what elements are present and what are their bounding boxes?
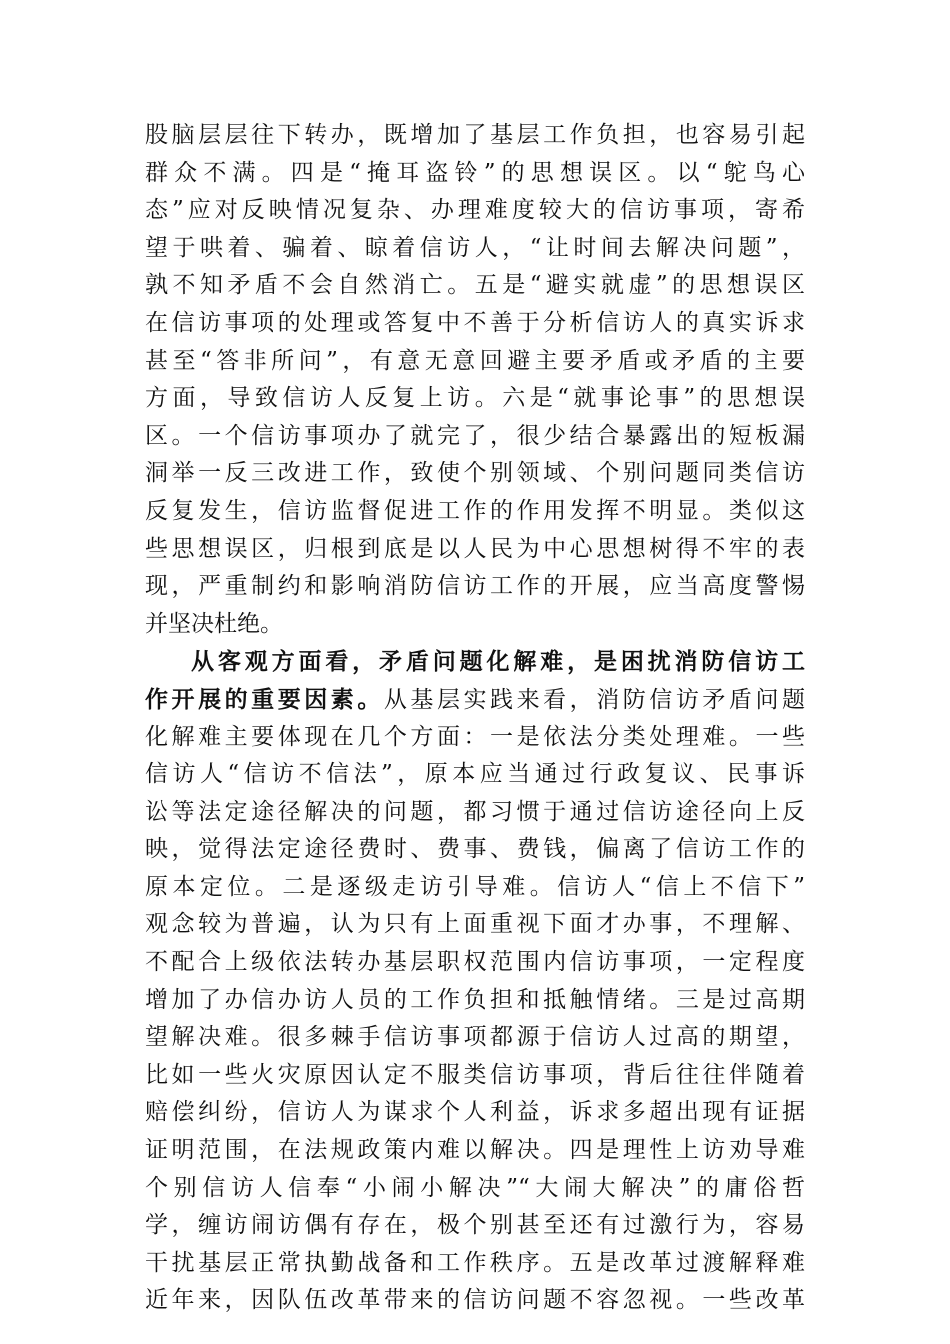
text-line: 不配合上级依法转办基层职权范围内信访事项，一定程度 [145, 949, 805, 976]
text-line: 学，缠访闹访偶有存在，极个别甚至还有过激行为，容易 [145, 1212, 805, 1239]
body-text [145, 117, 805, 1320]
text-line: 证明范围，在法规政策内难以解决。四是理性上访劝导难 [145, 1137, 805, 1164]
text-line [145, 681, 805, 719]
text-line: 化解难主要体现在几个方面：一是依法分类处理难。一些 [145, 723, 805, 750]
text-line: 在信访事项的处理或答复中不善于分析信访人的真实诉求 [145, 309, 805, 336]
text-line: 讼等法定途径解决的问题，都习惯于通过信访途径向上反 [145, 798, 805, 825]
text-line: 比如一些火灾原因认定不服类信访事项，背后往往伴随着 [145, 1061, 805, 1088]
text-line: 态”应对反映情况复杂、办理难度较大的信访事项，寄希 [145, 197, 805, 224]
text-line: 近年来，因队伍改革带来的信访问题不容忽视。一些改革 [145, 1287, 805, 1314]
text-line: 孰不知矛盾不会自然消亡。五是“避实就虚”的思想误区 [145, 272, 805, 299]
text-line: 甚至“答非所问”，有意无意回避主要矛盾或矛盾的主要 [145, 347, 805, 374]
bold-lead-text: 作开展的重要因素。 [145, 685, 384, 713]
text-line: 反复发生，信访监督促进工作的作用发挥不明显。类似这 [145, 497, 805, 524]
text-line: 股脑层层往下转办，既增加了基层工作负担，也容易引起 [145, 122, 805, 148]
text-line: 干扰基层正常执勤战备和工作秩序。五是改革过渡解释难 [145, 1249, 805, 1276]
text-line: 望于哄着、骗着、晾着信访人，“让时间去解决问题”， [145, 234, 805, 261]
text-line: 映，觉得法定途径费时、费事、费钱，偏离了信访工作的 [145, 836, 805, 863]
bold-lead-text: 从客观方面看，矛盾问题化解难，是困扰消防信访工 [191, 648, 805, 676]
text-line: 区。一个信访事项办了就完了，很少结合暴露出的短板漏 [145, 422, 805, 449]
text-run: 从基层实践来看，消防信访矛盾问题 [383, 686, 805, 713]
text-line: 原本定位。二是逐级走访引导难。信访人“信上不信下” [145, 873, 805, 900]
text-line: 方面，导致信访人反复上访。六是“就事论事”的思想误 [145, 385, 805, 412]
text-line: 现，严重制约和影响消防信访工作的开展，应当高度警惕 [145, 573, 805, 600]
paragraph-heading-line [145, 643, 805, 681]
text-line: 观念较为普遍，认为只有上面重视下面才办事，不理解、 [145, 911, 805, 938]
text-line: 信访人“信访不信法”，原本应当通过行政复议、民事诉 [145, 761, 805, 788]
text-line: 并坚决杜绝。 [145, 610, 283, 637]
text-line: 群众不满。四是“掩耳盗铃”的思想误区。以“鸵鸟心 [145, 159, 805, 186]
text-line: 望解决难。很多棘手信访事项都源于信访人过高的期望， [145, 1024, 805, 1051]
text-line: 赔偿纠纷，信访人为谋求个人利益，诉求多超出现有证据 [145, 1099, 805, 1126]
text-line: 洞举一反三改进工作，致使个别领域、个别问题同类信访 [145, 460, 805, 487]
text-line: 些思想误区，归根到底是以人民为中心思想树得不牢的表 [145, 535, 805, 562]
text-line: 增加了办信办访人员的工作负担和抵触情绪。三是过高期 [145, 986, 805, 1013]
text-line: 个别信访人信奉“小闹小解决”“大闹大解决”的庸俗哲 [145, 1174, 805, 1201]
